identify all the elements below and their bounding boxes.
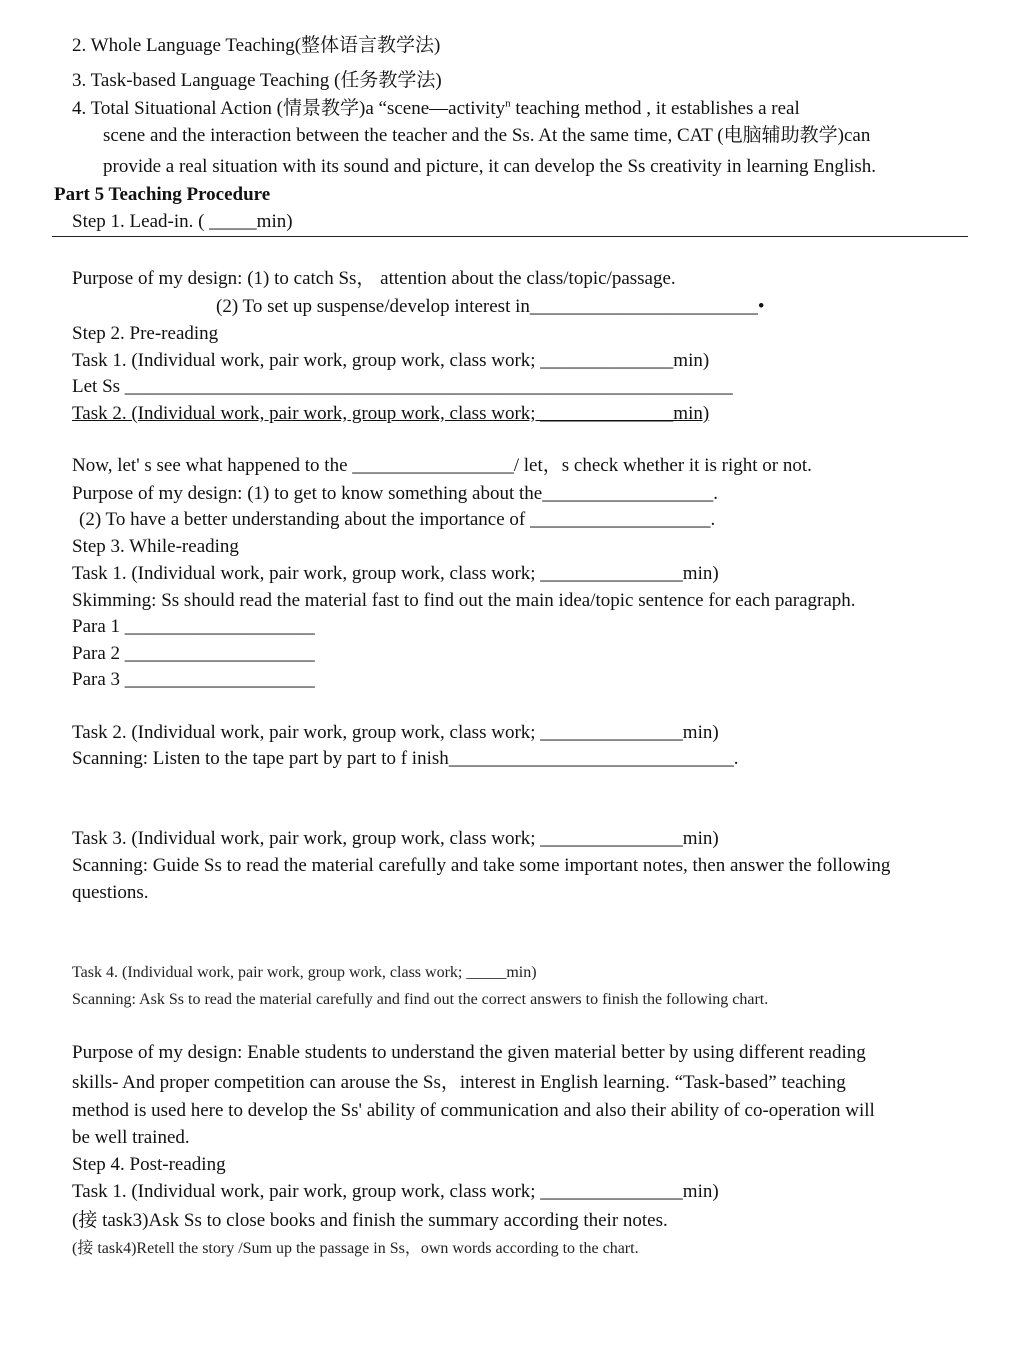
step2-purpose-2: (2) To have a better understanding about the importance of ___________________. (79, 509, 716, 530)
method-total-situational-line3: provide a real situation with its sound and picture, it can develop the Ss creativity in learning English. (103, 156, 877, 177)
step3-task2: Task 2. (Individual work, pair work, group work, class work; _______________min) (72, 722, 719, 743)
step3-task3: Task 3. (Individual work, pair work, group work, class work; _______________min) (72, 828, 719, 849)
step3-purpose-line1: Purpose of my design: Enable students to understand the given material better by using different reading (72, 1042, 866, 1063)
step3-purpose-line4: be well trained. (72, 1127, 190, 1148)
step3-task1: Task 1. (Individual work, pair work, group work, class work; _______________min) (72, 563, 719, 584)
step2-purpose-1: Purpose of my design: (1) to get to know something about the__________________. (72, 483, 718, 504)
step2-now-lets-see: Now, let' s see what happened to the _________________/ let，s check whether it is right or not. (72, 455, 812, 476)
step3-scanning-1: Scanning: Listen to the tape part by part to f inish______________________________. (72, 748, 739, 769)
step3-task4: Task 4. (Individual work, pair work, group work, class work; _____min) (72, 964, 537, 981)
step2-task2: Task 2. (Individual work, pair work, group work, class work; ______________min) (72, 403, 710, 424)
step3-scanning-3: Scanning: Ask Ss to read the material carefully and find out the correct answers to finish the following chart. (72, 991, 769, 1008)
step4-task1: Task 1. (Individual work, pair work, group work, class work; _______________min) (72, 1181, 719, 1202)
step4-task3-note: (接 task3)Ask Ss to close books and finish the summary according their notes. (72, 1210, 668, 1231)
step4-post-reading: Step 4. Post-reading (72, 1154, 226, 1175)
para-1-blank: Para 1 ____________________ (72, 616, 315, 637)
method-task-based: 3. Task-based Language Teaching (任务教学法) (72, 70, 442, 91)
step1-lead-in: Step 1. Lead-in. ( _____min) (72, 211, 293, 232)
step3-purpose-line2: skills- And proper competition can arouse the Ss，interest in English learning. “Task-based” teaching (72, 1072, 846, 1093)
step3-skimming: Skimming: Ss should read the material fast to find out the main idea/topic sentence for each paragraph. (72, 590, 856, 611)
method-whole-language: 2. Whole Language Teaching(整体语言教学法) (72, 35, 441, 56)
step1-purpose-2: (2) To set up suspense/develop interest in________________________• (216, 296, 765, 317)
step1-purpose-1: Purpose of my design: (1) to catch Ss， attention about the class/topic/passage. (72, 268, 676, 289)
superscript-n: n (505, 97, 511, 110)
method-total-situational-line2: scene and the interaction between the teacher and the Ss. At the same time, CAT (电脑辅助教学)can (103, 125, 871, 146)
step3-scanning-2-line1: Scanning: Guide Ss to read the material carefully and take some important notes, then answer the following (72, 855, 891, 876)
step2-let-ss: Let Ss ________________________________________________________________ (72, 376, 733, 397)
para-3-blank: Para 3 ____________________ (72, 669, 315, 690)
step3-purpose-line3: method is used here to develop the Ss' ability of communication and also their ability of co-operation will (72, 1100, 875, 1121)
method-total-situational-text-b: teaching method , it establishes a real (510, 98, 800, 119)
step2-pre-reading: Step 2. Pre-reading (72, 323, 219, 344)
step3-while-reading: Step 3. While-reading (72, 536, 239, 557)
para-2-blank: Para 2 ____________________ (72, 643, 315, 664)
step3-scanning-2-line2: questions. (72, 882, 149, 903)
part5-heading: Part 5 Teaching Procedure (54, 184, 271, 205)
section-divider (52, 236, 968, 237)
method-total-situational (72, 97, 800, 121)
step4-task4-note: (接 task4)Retell the story /Sum up the passage in Ss，own words according to the chart. (72, 1240, 639, 1257)
method-total-situational-text-a: 4. Total Situational Action (情景教学)a “scene—activity (72, 98, 506, 119)
step2-task1: Task 1. (Individual work, pair work, group work, class work; ______________min) (72, 350, 710, 371)
